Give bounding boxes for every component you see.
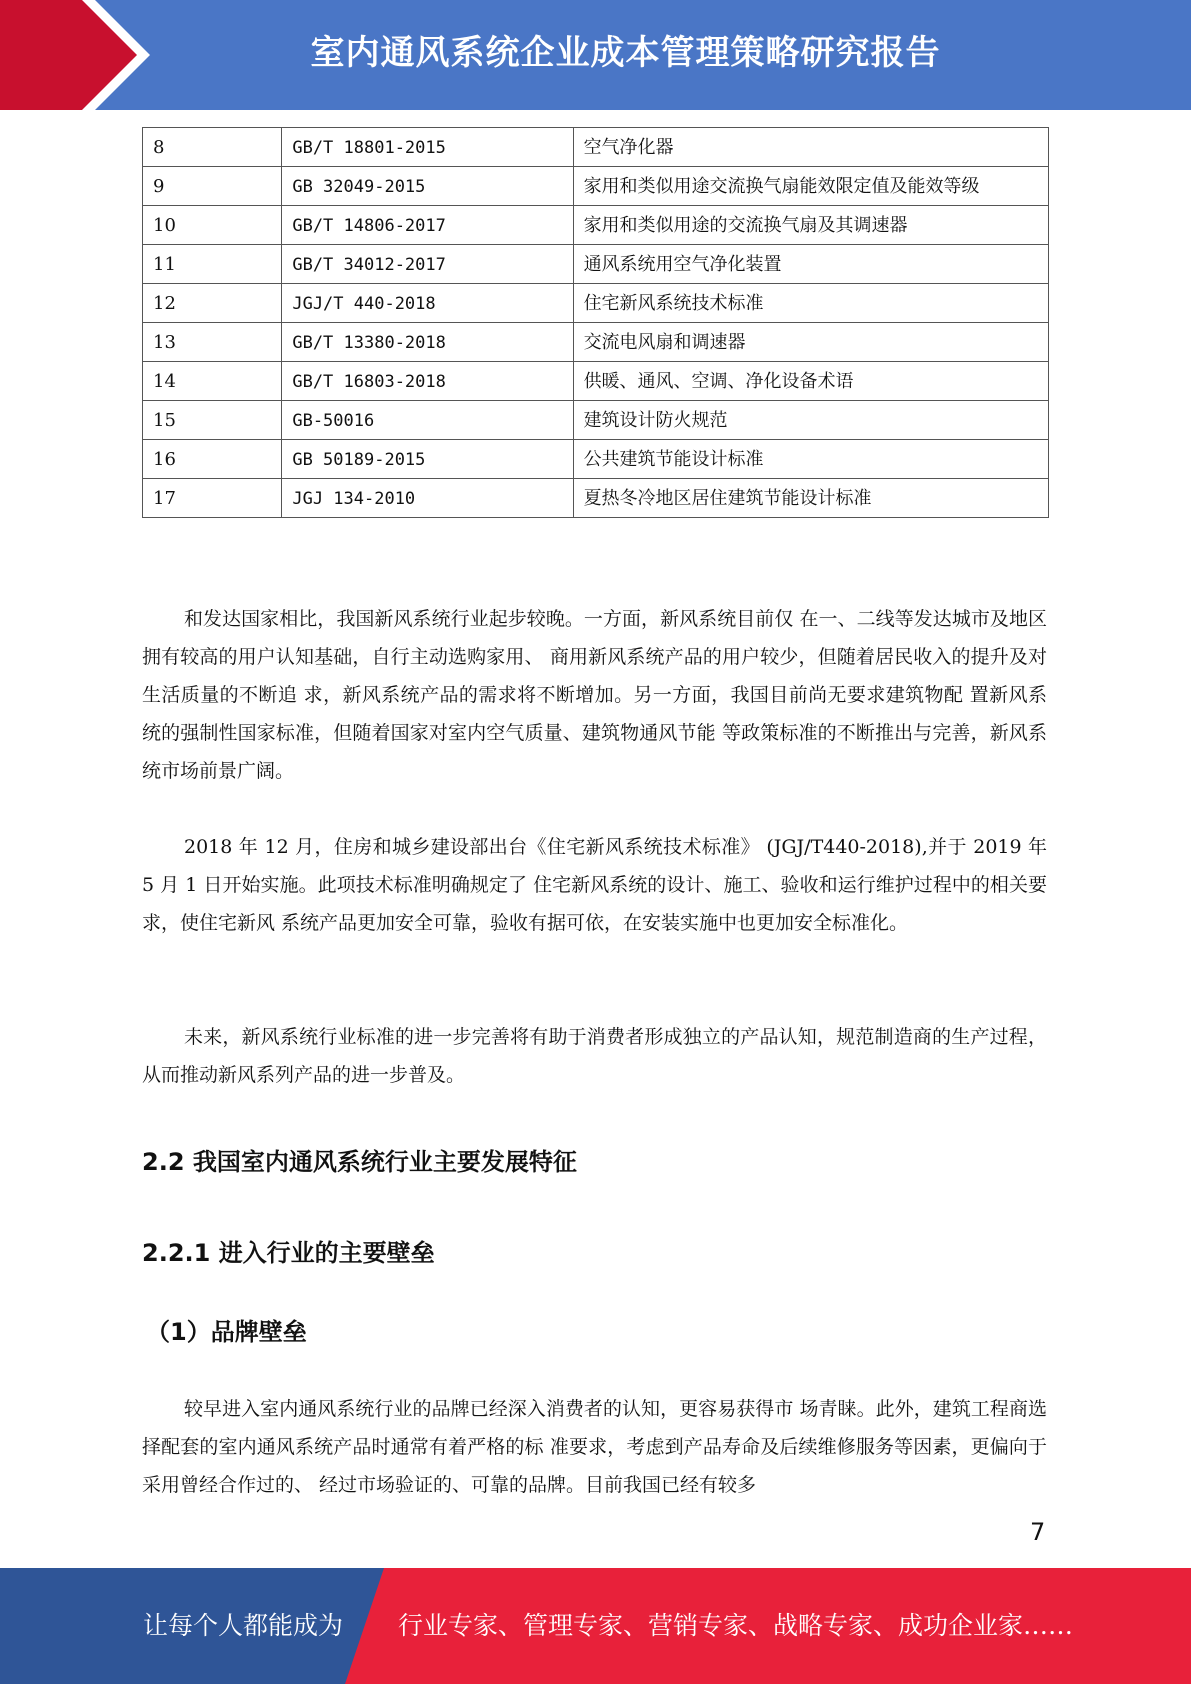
standard-name-cell: 供暖、通风、空调、净化设备术语 (573, 362, 1048, 401)
table-row (143, 479, 1049, 518)
table-row (143, 245, 1049, 284)
table-row (143, 323, 1049, 362)
standard-code-cell: GB/T 14806-2017 (282, 206, 573, 245)
subheading-brand-barrier: （1）品牌壁垒 (146, 1318, 307, 1346)
standard-name-cell: 家用和类似用途交流换气扇能效限定值及能效等级 (573, 167, 1048, 206)
standards-table (142, 127, 1049, 518)
standard-number-cell: 10 (143, 206, 282, 245)
paragraph-standard-issue: 2018 年 12 月，住房和城乡建设部出台《住宅新风系统技术标准》 (JGJ/T440-2018),并于 2019 年 5 月 1 日开始实施。此项技术标准明确规定了 住宅新风系统的设计、施工、验收和运行维护过程中的相关要求，使住宅新风 系统产品更加安全可靠，验收有据可依，在安装实施中也更加安全标准化。 (142, 836, 1047, 934)
paragraph-future: 未来，新风系统行业标准的进一步完善将有助于消费者形成独立的产品认知，规范制造商的生产过程，从而推动新风系列产品的进一步普及。 (142, 1026, 1047, 1086)
standard-number-cell: 8 (143, 128, 282, 167)
standard-code-cell: GB/T 18801-2015 (282, 128, 573, 167)
table-row (143, 440, 1049, 479)
standard-name-cell: 夏热冬冷地区居住建筑节能设计标准 (573, 479, 1048, 518)
standard-number-cell: 11 (143, 245, 282, 284)
section-heading-2-2: 2.2 我国室内通风系统行业主要发展特征 (142, 1148, 577, 1176)
footer-slogan-right: 行业专家、管理专家、营销专家、战略专家、成功企业家…… (398, 1611, 1074, 1640)
page-footer (0, 1568, 1191, 1684)
standard-code-cell: JGJ/T 440-2018 (282, 284, 573, 323)
standard-code-cell: GB/T 16803-2018 (282, 362, 573, 401)
standard-name-cell: 空气净化器 (573, 128, 1048, 167)
page-header (0, 0, 1191, 110)
standard-number-cell: 9 (143, 167, 282, 206)
table-row (143, 206, 1049, 245)
standard-code-cell: GB 50189-2015 (282, 440, 573, 479)
standard-name-cell: 交流电风扇和调速器 (573, 323, 1048, 362)
standard-code-cell: GB 32049-2015 (282, 167, 573, 206)
standard-number-cell: 17 (143, 479, 282, 518)
standard-number-cell: 15 (143, 401, 282, 440)
standard-name-cell: 公共建筑节能设计标准 (573, 440, 1048, 479)
section-heading-2-2-1: 2.2.1 进入行业的主要壁垒 (142, 1239, 435, 1267)
table-row (143, 128, 1049, 167)
table-row (143, 167, 1049, 206)
page-number: 7 (1030, 1518, 1046, 1546)
standard-name-cell: 住宅新风系统技术标准 (573, 284, 1048, 323)
standard-code-cell: GB-50016 (282, 401, 573, 440)
report-title: 室内通风系统企业成本管理策略研究报告 (310, 33, 941, 73)
table-row (143, 401, 1049, 440)
table-row (143, 362, 1049, 401)
paragraph-brand-barrier: 较早进入室内通风系统行业的品牌已经深入消费者的认知，更容易获得市 场青睐。此外，建筑工程商选择配套的室内通风系统产品时通常有着严格的标 准要求，考虑到产品寿命及后续维修服务等因素，更偏向于采用曾经合作过的、 经过市场验证的、可靠的品牌。目前我国已经有较多 (142, 1398, 1047, 1496)
footer-slogan-left: 让每个人都能成为 (143, 1611, 344, 1640)
standard-number-cell: 16 (143, 440, 282, 479)
standard-name-cell: 建筑设计防火规范 (573, 401, 1048, 440)
standard-number-cell: 12 (143, 284, 282, 323)
standard-code-cell: GB/T 34012-2017 (282, 245, 573, 284)
standard-code-cell: JGJ 134-2010 (282, 479, 573, 518)
standard-name-cell: 家用和类似用途的交流换气扇及其调速器 (573, 206, 1048, 245)
standard-name-cell: 通风系统用空气净化装置 (573, 245, 1048, 284)
table-row (143, 284, 1049, 323)
standard-code-cell: GB/T 13380-2018 (282, 323, 573, 362)
standard-number-cell: 14 (143, 362, 282, 401)
standard-number-cell: 13 (143, 323, 282, 362)
paragraph-industry-start: 和发达国家相比，我国新风系统行业起步较晚。一方面，新风系统目前仅 在一、二线等发达城市及地区拥有较高的用户认知基础，自行主动选购家用、 商用新风系统产品的用户较少，但随着居民收入的提升及对生活质量的不断追 求，新风系统产品的需求将不断增加。另一方面，我国目前尚无要求建筑物配 置新风系统的强制性国家标准，但随着国家对室内空气质量、建筑物通风节能 等政策标准的不断推出与完善，新风系统市场前景广阔。 (142, 608, 1047, 782)
